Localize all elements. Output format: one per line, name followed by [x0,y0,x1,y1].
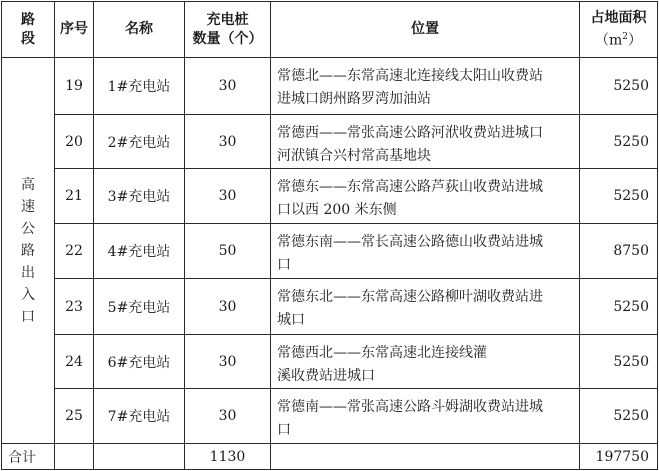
row-location-line2: 城口 [277,312,305,328]
row-index: 21 [55,169,94,224]
row-area: 5250 [580,389,658,444]
row-name: 2#充电站 [94,115,185,169]
row-count: 30 [185,389,271,444]
table-row [2,335,658,389]
table-row [2,224,658,279]
header-location: 位置 [271,2,580,58]
row-name: 1#充电站 [94,58,185,115]
row-location [271,169,580,224]
row-area: 5250 [580,58,658,115]
row-index: 23 [55,279,94,335]
total-row [2,444,658,470]
total-label: 合计 [2,444,55,470]
header-area-unit-close: ） [628,32,642,49]
header-row [2,2,658,58]
row-name: 7#充电站 [94,389,185,444]
total-empty-name [94,444,185,470]
header-area-line1: 占地面积 [590,9,647,26]
row-index: 19 [55,58,94,115]
row-location [271,389,580,444]
row-name: 4#充电站 [94,224,185,279]
row-index: 20 [55,115,94,169]
total-area: 197750 [580,444,658,470]
row-name: 3#充电站 [94,169,185,224]
header-segment: 路 段 [2,2,55,58]
segment-cell [2,58,55,444]
row-count: 50 [185,224,271,279]
header-index: 序号 [55,2,94,58]
row-name: 5#充电站 [94,279,185,335]
row-location-line1: 常德南——常张高速公路斗姆湖收费站进城 [277,399,543,415]
charging-station-table [1,1,658,470]
total-count: 1130 [185,444,271,470]
row-location-line1: 常德东北——东常高速公路柳叶湖收费站进 [277,289,543,305]
header-count-line1: 充电桩 [206,11,249,28]
row-location [271,58,580,115]
row-area: 5250 [580,335,658,389]
row-location-line1: 常德北——东常高速北连接线太阳山收费站 [277,68,543,84]
row-location-line1: 常德西——常张高速公路河洑收费站进城口 [277,125,543,141]
row-area: 5250 [580,115,658,169]
row-area: 5250 [580,279,658,335]
row-location-line1: 常德东——东常高速公路芦荻山收费站进城 [277,179,543,195]
row-location [271,224,580,279]
row-area: 5250 [580,169,658,224]
table-row [2,389,658,444]
header-name: 名称 [94,2,185,58]
table-row [2,169,658,224]
row-location-line2: 口 [277,257,291,273]
table-row [2,58,658,115]
header-area-sup: 2 [622,31,628,42]
row-location-line2: 口以西 200 米东侧 [277,202,397,218]
header-count-line2: 数量（个） [192,30,263,47]
row-location-line2: 河洑镇合兴村常高基地块 [277,148,431,164]
row-index: 22 [55,224,94,279]
total-empty-location [271,444,580,470]
row-index: 24 [55,335,94,389]
row-count: 30 [185,115,271,169]
row-count: 30 [185,279,271,335]
table-row [2,115,658,169]
table-row [2,279,658,335]
row-location [271,279,580,335]
row-location-line2: 溪收费站进城口 [277,368,375,384]
row-location [271,335,580,389]
row-count: 30 [185,169,271,224]
row-count: 30 [185,58,271,115]
row-area: 8750 [580,224,658,279]
total-empty-index [55,444,94,470]
header-area-unit-open: （m [594,32,623,49]
row-name: 6#充电站 [94,335,185,389]
header-area-unit [580,28,657,51]
segment-label: 高速公路出入口 [21,176,35,325]
row-count: 30 [185,335,271,389]
row-location-line1: 常德西北——东常高速北连接线灌 [277,345,487,361]
row-location-line1: 常德东南——常长高速公路德山收费站进城 [277,234,543,250]
row-location-line2: 进城口朗州路罗湾加油站 [277,91,431,107]
header-count [185,2,271,58]
row-index: 25 [55,389,94,444]
row-location-line2: 口 [277,422,291,438]
row-location [271,115,580,169]
header-area [580,2,658,58]
